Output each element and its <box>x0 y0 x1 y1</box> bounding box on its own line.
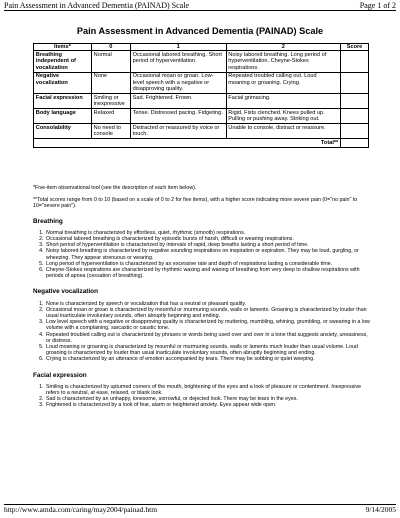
list-item: 5. Long period of hyperventilation is characterized by an excessive rate and depth of respirations lasting a considerable time. <box>45 261 371 267</box>
footer-date: 9/14/2005 <box>365 505 396 514</box>
section-heading-negative-vocalization: Negative vocalization <box>33 288 98 296</box>
cell-score-2: Repeated troubled calling out. Loud moaning or groaning. Crying. <box>226 72 341 93</box>
score-cell <box>341 109 369 124</box>
table-row <box>34 72 369 93</box>
cell-score-0: No need to console <box>91 124 130 139</box>
score-cell <box>341 51 369 72</box>
print-footer <box>4 505 396 514</box>
list-item: 1. None is characterized by speech or vocalization that has a neutral or pleasant quality. <box>45 301 371 307</box>
cell-score-2: Rigid. Fists clenched. Knees pulled up. Pulling or pushing away. Striking out. <box>226 109 341 124</box>
list-item: 3. Frightened is characterized by a look of fear, alarm or heightened anxiety. Eyes appear wide open. <box>45 402 371 408</box>
list-item: 1. Smiling is characterized by upturned corners of the mouth, brightening of the eyes and a look of pleasure or contentment. Inexpressive refers to a neutral, at ease, relaxed, or blank look. <box>45 384 371 396</box>
footer-url[interactable]: http://www.amda.com/caring/may2004/painad.htm <box>4 505 158 514</box>
cell-score-2: Noisy labored breathing. Long period of hyperventilation. Cheyne-Stokes respirations. <box>226 51 341 72</box>
table-header-row <box>34 44 369 51</box>
cell-score-2: Facial grimacing. <box>226 94 341 109</box>
list-item: 2. Occasional labored breathing is characterized by episodic bursts of harsh, difficult or wearing respirations. <box>45 236 371 242</box>
header-title: Pain Assessment in Advanced Dementia (PAINAD) Scale <box>4 1 190 10</box>
cell-score-1: Tense. Distressed pacing. Fidgeting. <box>130 109 226 124</box>
footnote-total: **Total scores range from 0 to 10 (based on a scale of 0 to 2 for five items), with a higher score indicating more severe pain (0="no pain" to 10="severe pain"). <box>33 197 358 210</box>
table-row <box>34 124 369 139</box>
cell-score-1: Occasional moan or groan. Low-level speech with a negative or disapproving quality. <box>130 72 226 93</box>
section-heading-facial-expression: Facial expression <box>33 371 87 379</box>
cell-score-1: Occasional labored breathing. Short period of hyperventilation. <box>130 51 226 72</box>
total-label: Total** <box>34 139 341 148</box>
score-cell <box>341 94 369 109</box>
score-cell <box>341 72 369 93</box>
negative-vocalization-list <box>33 301 371 363</box>
facial-expression-list <box>33 384 371 409</box>
list-item: 2. Sad is characterized by an unhappy, lonesome, sorrowful, or dejected look. There may be tears in the eyes. <box>45 396 371 402</box>
cell-score-1: Sad. Frightened. Frown. <box>130 94 226 109</box>
total-score-cell <box>341 139 369 148</box>
list-item: 6. Cheyne-Stokes respirations are characterized by rhythmic waxing and waning of breathing from very deep to shallow respirations with periods of apnea (cessation of breathing). <box>45 267 371 279</box>
table-row <box>34 94 369 109</box>
cell-score-0: None <box>91 72 130 93</box>
score-cell <box>341 124 369 139</box>
list-item: 2. Occasional moan or groan is characterized by mournful or murmuring sounds, wails or laments. Groaning is characterized by louder than usual inarticulate involuntary sounds, often abruptly beginning and ending. <box>45 307 371 319</box>
header-page-number: Page 1 of 2 <box>359 1 396 10</box>
column-header-0: 0 <box>91 44 130 51</box>
cell-score-0: Smiling or inexpressive <box>91 94 130 109</box>
row-item-facial-expression: Facial expression <box>34 94 92 109</box>
header-divider <box>4 10 396 11</box>
row-item-negative-vocalization: Negative vocalization <box>34 72 92 93</box>
breathing-list <box>33 230 371 280</box>
column-header-1: 1 <box>130 44 226 51</box>
row-item-breathing: Breathing independent of vocalization <box>34 51 92 72</box>
description-body <box>33 185 371 419</box>
list-item: 6. Crying is characterized by an utterance of emotion accompanied by tears. There may be sobbing or quiet weeping. <box>45 356 371 362</box>
table-row <box>34 109 369 124</box>
page-title: Pain Assessment in Advanced Dementia (PAINAD) Scale <box>76 26 324 36</box>
column-header-score: Score <box>341 44 369 51</box>
footnote-items: *Five-item observational tool (see the description of each item below). <box>33 185 197 191</box>
row-item-consolability: Consolability <box>34 124 92 139</box>
list-item: 4. Repeated troubled calling out is characterized by phrases or words being used over and over in a tone that suggests anxiety, uneasiness, or distress. <box>45 332 371 344</box>
list-item: 3. Low level speech with a negative or disapproving quality is characterized by muttering, mumbling, whining, grumbling, or swearing in a low volume with a complaining, sarcastic or caustic tone. <box>45 319 371 331</box>
list-item: 1. Normal breathing is characterized by effortless, quiet, rhythmic (smooth) respirations. <box>45 230 371 236</box>
column-header-2: 2 <box>226 44 341 51</box>
section-heading-breathing: Breathing <box>33 217 63 225</box>
row-item-body-language: Body language <box>34 109 92 124</box>
list-item: 4. Noisy labored breathing is characterized by negative sounding respirations on inspiration or expiration. They may be loud, gurgling, or wheezing. They appear strenuous or wearing. <box>45 248 371 260</box>
list-item: 5. Loud moaning or groaning is characterized by mournful or murmuring sounds, wails or laments much louder than usual volume. Loud groaning is characterized by louder than usual inarticulate involuntary sounds, often abruptly beginning and ending. <box>45 344 371 356</box>
cell-score-0: Normal <box>91 51 130 72</box>
cell-score-0: Relaxed <box>91 109 130 124</box>
cell-score-1: Distracted or reassured by voice or touch. <box>130 124 226 139</box>
cell-score-2: Unable to console, distract or reassure. <box>226 124 341 139</box>
list-item: 3. Short period of hyperventilation is characterized by intervals of rapid, deep breaths lasting a short period of time. <box>45 242 371 248</box>
painad-table <box>33 43 369 148</box>
table-total-row <box>34 139 369 148</box>
table-row <box>34 51 369 72</box>
column-header-items: Items* <box>34 44 92 51</box>
